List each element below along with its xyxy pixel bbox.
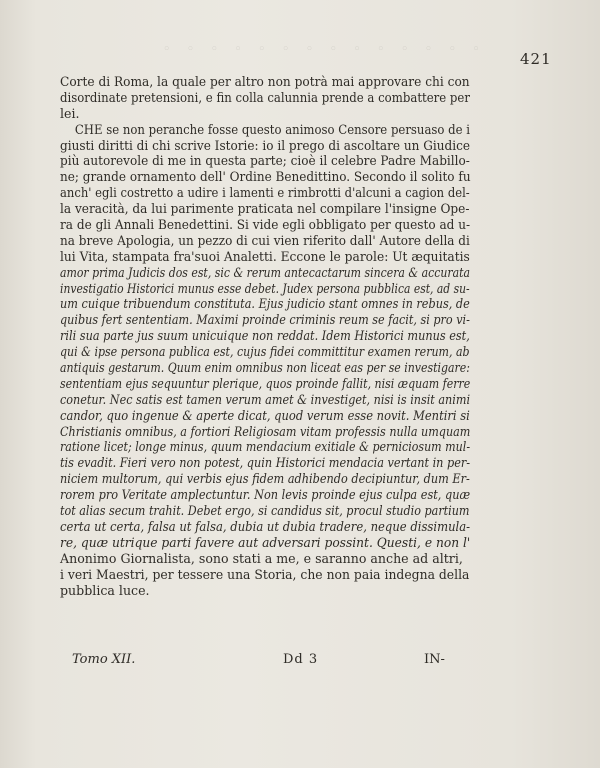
page-footer [0, 652, 600, 676]
text-line: rili sua parte jus suum unicuique non reddat. Idem Historici munus est, [60, 328, 470, 344]
text-line: Christianis omnibus, a fortiori Religiosam vitam professis nulla umquam [60, 423, 471, 439]
text-line: i veri Maestri, per tessere una Storia, che non paia indegna della [60, 566, 470, 582]
text-line: certa ut certa, falsa ut falsa, dubia ut dubia tradere, neque dissimula- [60, 518, 471, 534]
page-number: 421 [520, 50, 552, 68]
text-line: tis evadit. Fieri vero non potest, quin Historici mendacia vertant in per- [60, 455, 471, 471]
text-line: pubblica luce. [60, 582, 150, 598]
text-line: anch' egli costretto a udire i lamenti e rimbrotti d'alcuni a cagion del- [60, 185, 470, 201]
text-line: la veracità, da lui parimente praticata nel compilare l'insigne Ope- [60, 201, 470, 217]
text-line: conetur. Nec satis est tamen verum amet & investiget, nisi is insit animi [60, 391, 471, 407]
text-line: niciem multorum, qui verbis ejus fidem adhibendo decipiuntur, dum Er- [60, 471, 470, 487]
body-text [60, 74, 470, 598]
text-line: Anonimo Giornalista, sono stati a me, e saranno anche ad altri, [60, 550, 463, 566]
text-line: tot alias secum trahit. Debet ergo, si candidus sit, procul studio partium [60, 503, 470, 519]
text-line: quibus fert sententiam. Maximi proinde criminis reum se facit, si pro vi- [60, 312, 470, 328]
show-through-text: ◦ ◦ ◦ ◦ ◦ ◦ ◦ ◦ ◦ ◦ ◦ ◦ ◦ ◦ [156, 42, 480, 57]
signature-mark: Dd 3 [283, 652, 319, 667]
text-line: re, quæ utrique parti favere aut adversari possint. Questi, e non l' [60, 534, 471, 550]
text-line: lei. [60, 105, 80, 121]
text-line: più autorevole di me in questa parte; cioè il celebre Padre Mabillo- [60, 153, 470, 169]
text-line: disordinate pretensioni, e fin colla calunnia prende a combattere per [60, 89, 470, 105]
text-line: ra de gli Annali Benedettini. Si vide egli obbligato per questo ad u- [60, 217, 471, 233]
text-line: investigatio Historici munus esse debet. Judex persona pubblica est, ad su- [60, 280, 470, 296]
text-line: antiquis gestarum. Quum enim omnibus non liceat eas per se investigare: [60, 360, 470, 376]
text-line: amor prima Judicis dos est, sic & rerum antecactarum sincera & accurata [60, 264, 470, 280]
catchword: IN- [424, 652, 445, 667]
text-line: giusti diritti di chi scrive Istorie: io il prego di ascoltare un Giudice [60, 137, 470, 153]
text-line: ne; grande ornamento dell' Ordine Benedittino. Secondo il solito fu [60, 169, 471, 185]
text-line: CHE se non peranche fosse questo animoso Censore persuaso de i [74, 121, 471, 137]
text-line: sententiam ejus sequuntur plerique, quos proinde fallit, nisi æquam ferre [60, 375, 471, 391]
text-line: ratione licet; longe minus, quum mendacium exitiale & perniciosum mul- [60, 439, 471, 455]
text-line: na breve Apologia, un pezzo di cui vien riferito dall' Autore della di [60, 232, 470, 248]
text-line: rorem pro Veritate amplectuntur. Non levis proinde ejus culpa est, quæ [60, 487, 471, 503]
text-line: qui & ipse persona publica est, cujus fidei committitur examen rerum, ab [60, 344, 470, 360]
text-line: lui Vita, stampata fra'suoi Analetti. Eccone le parole: Ut æquitatis [60, 248, 470, 264]
text-line: candor, quo ingenue & aperte dicat, quod verum esse novit. Mentiri si [60, 407, 470, 423]
text-line: um cuique tribuendum constituta. Ejus judicio stant omnes in rebus, de [60, 296, 470, 312]
text-line: Corte di Roma, la quale per altro non potrà mai approvare chi con [60, 74, 470, 89]
volume-label: Tomo XII. [72, 652, 136, 667]
